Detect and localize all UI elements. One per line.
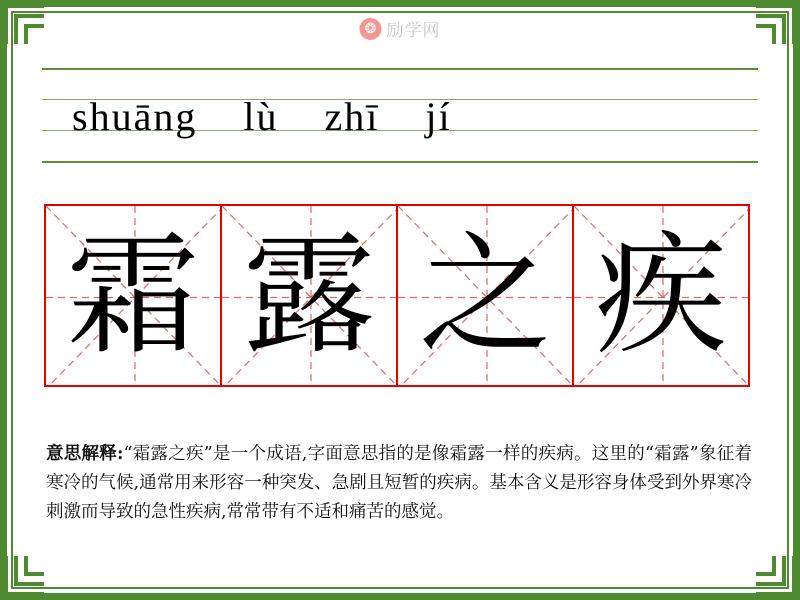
corner-ornament-icon: [2, 2, 48, 48]
explanation-label: 意思解释:: [46, 444, 124, 464]
character-cell: [396, 204, 574, 387]
staff-line: [42, 68, 758, 70]
pinyin-syllable: zhī: [324, 93, 380, 139]
explanation-text: “霜露之疾”是一个成语,字面意思指的是像霜露一样的疾病。这里的“霜露”象征着寒冷的气候,通常用来形容一种突发、急剧且短暂的疾病。基本含义是形容身体受到外界寒冷刺激而导致的急性疾病,常常带有不适和痛苦的感觉。: [46, 444, 752, 522]
character-glyph: 霜: [67, 218, 199, 373]
pinyin-syllable: lù: [243, 93, 279, 139]
character-cell: [220, 204, 398, 387]
character-cell: [44, 204, 222, 387]
character-glyph: 之: [419, 218, 551, 373]
corner-ornament-icon: [2, 552, 48, 598]
pinyin-syllable: shuāng: [72, 93, 198, 139]
pinyin-staff: [42, 68, 758, 164]
corner-ornament-icon: [752, 552, 798, 598]
pinyin-row: [42, 78, 758, 154]
character-cell: [572, 204, 750, 387]
staff-line: [42, 161, 758, 163]
site-logo: [360, 16, 441, 41]
character-glyph: 疾: [595, 218, 727, 373]
flame-logo-icon: ❂: [360, 18, 382, 40]
pinyin-syllable: jí: [425, 93, 452, 139]
site-logo-text: 励学网: [386, 21, 441, 40]
explanation-block: [46, 440, 752, 527]
corner-ornament-icon: [752, 2, 798, 48]
character-grid: [44, 204, 750, 387]
character-glyph: 露: [243, 218, 375, 373]
